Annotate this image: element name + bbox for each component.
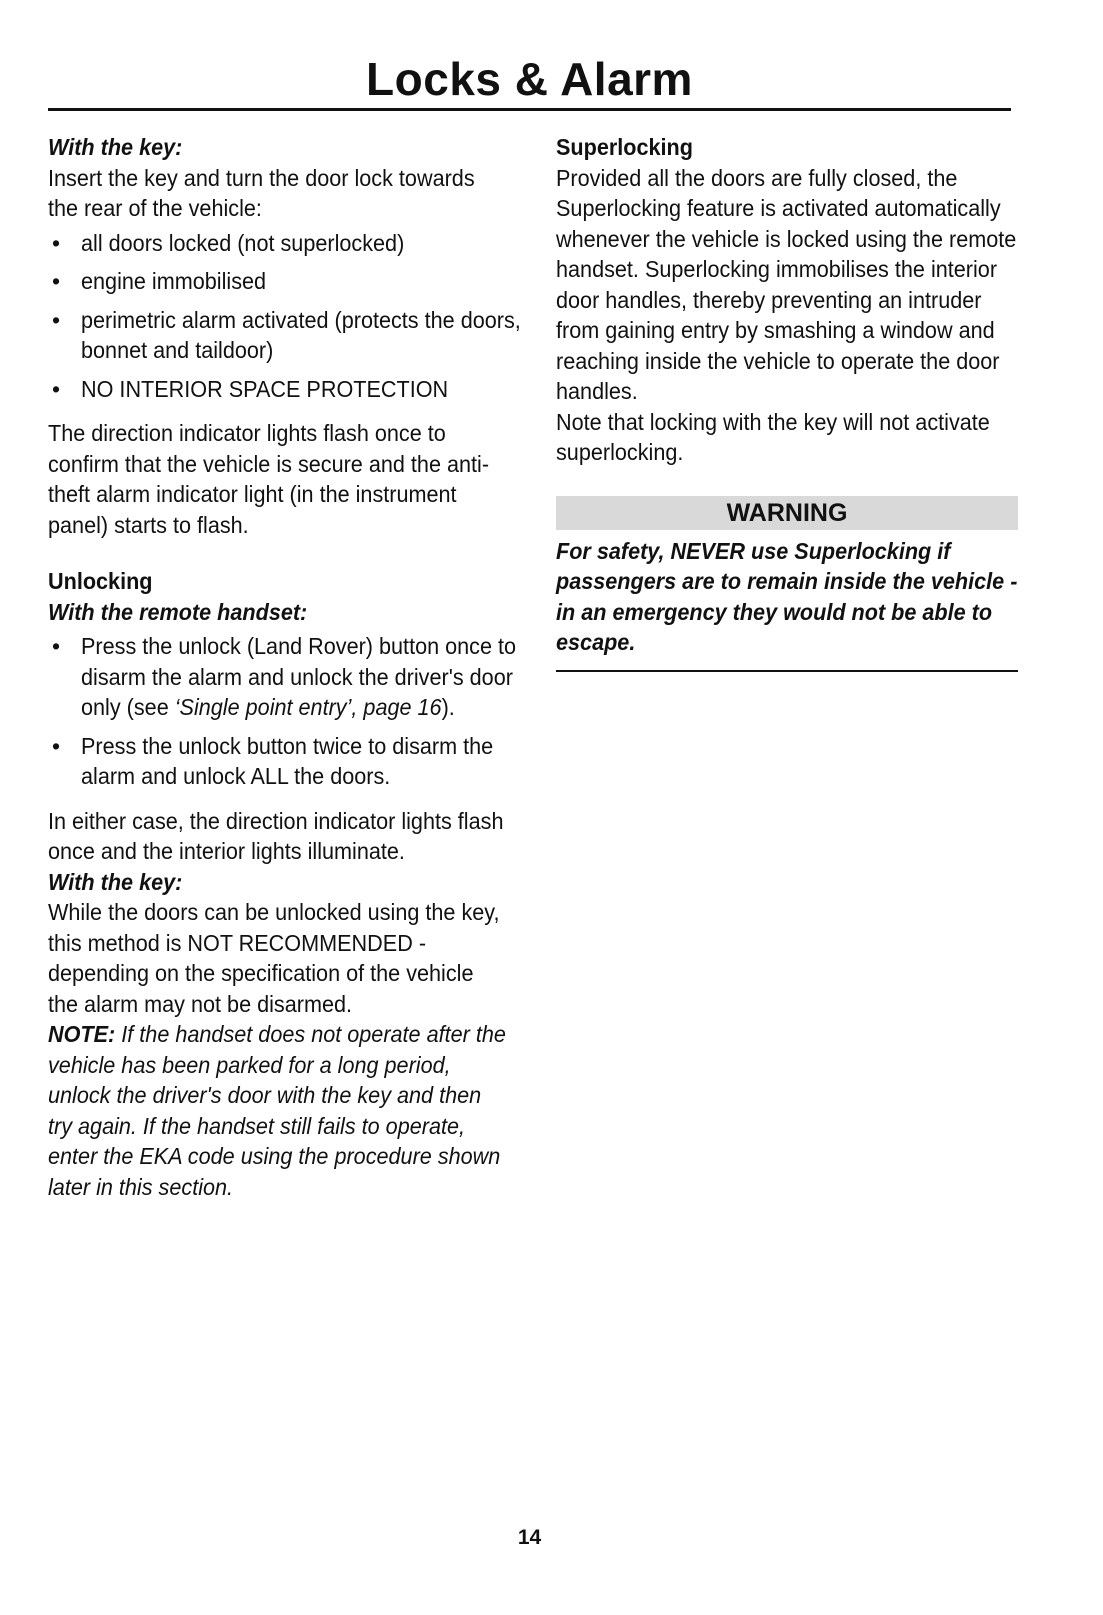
page-title: Locks & Alarm xyxy=(366,53,693,105)
list-item-text: Press the unlock button twice to disarm the alarm and unlock ALL the doors. xyxy=(81,732,494,789)
key-lock-intro: Insert the key and turn the door lock towards the rear of the vehicle: xyxy=(48,164,475,221)
either-case-paragraph: In either case, the direction indicator lights flash once and the interior lights illuminate. xyxy=(48,807,504,864)
bullet-icon: • xyxy=(52,375,61,402)
list-item xyxy=(48,631,517,723)
warning-rule xyxy=(556,670,1018,672)
key-lock-list xyxy=(48,228,521,405)
remote-bullet-1-text: Press the unlock (Land Rover) button once to disarm the alarm and unlock the driver's door only (see xyxy=(81,633,517,720)
page-number: 14 xyxy=(517,1526,542,1549)
superlocking-note: Note that locking with the key will not activate superlocking. xyxy=(556,408,990,465)
remote-handset-heading: With the remote handset: xyxy=(48,598,308,625)
list-item xyxy=(48,228,510,259)
remote-list xyxy=(48,631,517,792)
superlocking-paragraph: Provided all the doors are fully closed, the Superlocking feature is activated automatically whenever the vehicle is locked using the remote handset. Superlocking immobilises the interior door handles, thereby preventing an intruder from gaining entry by smashing a window and reaching inside the vehicle to operate the door handles. xyxy=(556,164,1017,404)
key-lock-paragraph: The direction indicator lights flash once to confirm that the vehicle is secure and the anti-theft alarm indicator light (in the instrument panel) starts to flash. xyxy=(48,420,490,538)
bullet-icon: • xyxy=(52,306,61,333)
title-rule xyxy=(48,108,1011,111)
list-item xyxy=(48,266,510,297)
list-item-text: all doors locked (not superlocked) xyxy=(81,229,405,256)
note-paragraph xyxy=(48,1019,510,1202)
key-unlock-heading: With the key: xyxy=(48,868,183,895)
list-item xyxy=(48,305,521,366)
bullet-icon: • xyxy=(52,229,61,256)
list-item xyxy=(48,374,510,405)
warning-banner: WARNING xyxy=(556,496,1018,530)
remote-bullet-1-end: ). xyxy=(441,694,455,720)
list-item-text: NO INTERIOR SPACE PROTECTION xyxy=(81,375,449,402)
bullet-icon: • xyxy=(52,633,61,659)
note-text: If the handset does not operate after the vehicle has been parked for a long period, unlock the driver's door with the key and then try again. If the handset still fails to operate, enter the EKA code using the procedure shown later in this section. xyxy=(48,1021,506,1200)
superlocking-heading: Superlocking xyxy=(556,134,693,160)
list-item-text xyxy=(81,631,542,723)
note-label: NOTE: xyxy=(48,1021,116,1047)
list-item-text: perimetric alarm activated (protects the doors, bonnet and taildoor) xyxy=(81,306,521,363)
warning-text: For safety, NEVER use Superlocking if passengers are to remain inside the vehicle - in an emergency they would not be able to escape. xyxy=(556,537,1018,655)
warning-box xyxy=(556,536,1018,658)
key-lock-heading: With the key: xyxy=(48,134,183,160)
bullet-icon: • xyxy=(52,268,61,294)
single-point-entry-link[interactable]: ‘Single point entry’, page 16 xyxy=(174,694,442,720)
key-unlock-paragraph: While the doors can be unlocked using the key, this method is NOT RECOMMENDED - depending on the specification of the vehicle the alarm may not be disarmed. xyxy=(48,899,500,1017)
unlocking-heading: Unlocking xyxy=(48,568,153,594)
left-column xyxy=(48,132,521,1202)
bullet-icon: • xyxy=(52,732,61,759)
list-item xyxy=(48,731,510,792)
list-item-text: engine immobilised xyxy=(81,268,267,294)
right-column xyxy=(556,132,1018,672)
